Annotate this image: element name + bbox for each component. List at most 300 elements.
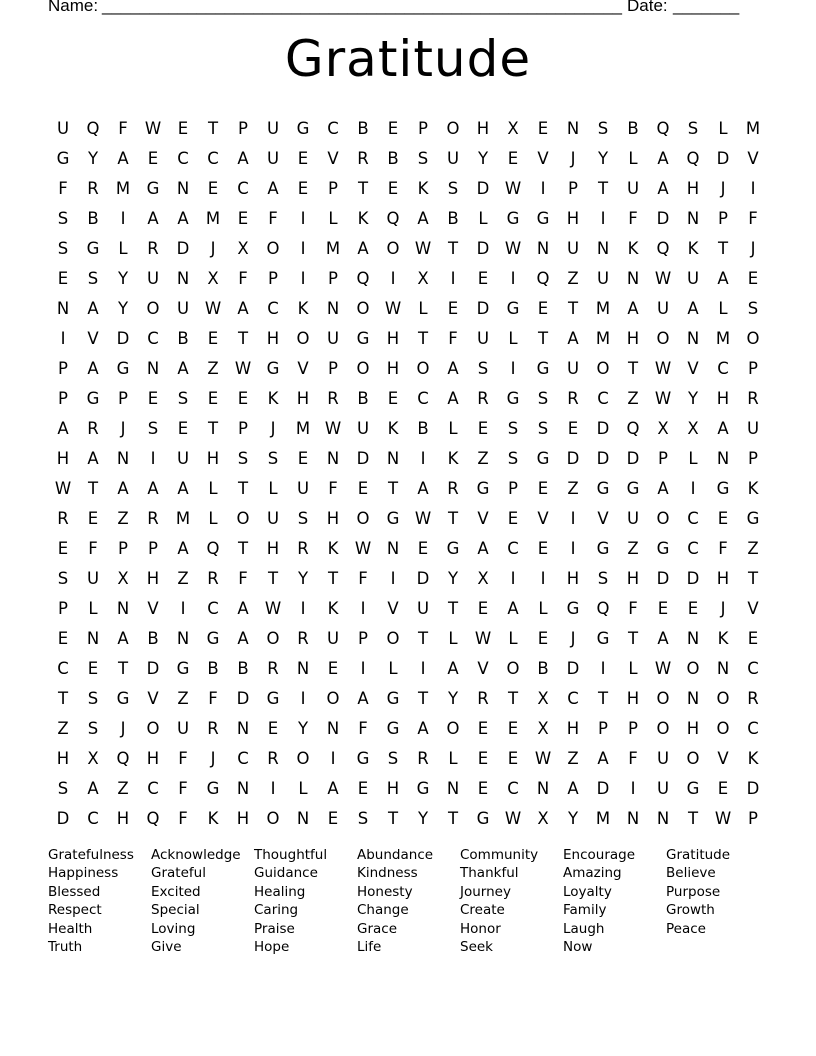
grid-letter[interactable]: B [147,629,159,648]
grid-letter[interactable]: S [147,419,159,438]
grid-letter[interactable]: G [506,389,520,408]
grid-letter[interactable]: V [147,689,159,708]
grid-letter[interactable]: J [210,749,216,768]
grid-letter[interactable]: R [147,239,159,258]
grid-letter[interactable]: Z [567,749,579,768]
grid-letter[interactable]: S [387,749,399,768]
grid-letter[interactable]: A [417,719,429,738]
grid-letter[interactable]: I [300,269,306,288]
grid-letter[interactable]: D [416,569,430,588]
grid-letter[interactable]: I [300,599,306,618]
grid-letter[interactable]: R [297,539,309,558]
grid-letter[interactable]: I [120,209,126,228]
grid-letter[interactable]: K [387,419,399,438]
grid-letter[interactable]: D [746,779,760,798]
grid-letter[interactable]: T [207,419,219,438]
grid-letter[interactable]: Q [596,599,610,618]
grid-letter[interactable]: H [116,809,130,828]
grid-letter[interactable]: X [117,569,129,588]
grid-letter[interactable]: E [297,179,309,198]
grid-letter[interactable]: O [266,809,280,828]
grid-letter[interactable]: F [268,209,278,228]
grid-letter[interactable]: W [474,629,492,648]
grid-letter[interactable]: R [477,689,489,708]
grid-letter[interactable]: U [626,179,640,198]
grid-letter[interactable]: S [537,419,549,438]
grid-letter[interactable]: D [146,659,160,678]
grid-letter[interactable]: P [598,719,608,738]
grid-letter[interactable]: K [717,629,729,648]
grid-letter[interactable]: O [596,359,610,378]
grid-letter[interactable]: Y [117,269,129,288]
grid-letter[interactable]: L [268,479,278,498]
grid-letter[interactable]: N [296,809,310,828]
grid-letter[interactable]: A [147,209,159,228]
grid-letter[interactable]: Y [417,809,429,828]
grid-letter[interactable]: W [534,749,552,768]
grid-letter[interactable]: F [118,119,128,138]
grid-letter[interactable]: Q [626,419,640,438]
grid-letter[interactable]: H [566,569,580,588]
grid-letter[interactable]: G [176,659,190,678]
grid-letter[interactable]: F [178,749,188,768]
grid-letter[interactable]: S [417,149,429,168]
grid-letter[interactable]: O [446,719,460,738]
grid-letter[interactable]: P [238,419,248,438]
grid-letter[interactable]: I [360,599,366,618]
grid-letter[interactable]: C [507,539,519,558]
grid-letter[interactable]: A [357,239,369,258]
grid-letter[interactable]: M [295,419,311,438]
grid-letter[interactable]: A [117,149,129,168]
grid-letter[interactable]: G [146,179,160,198]
grid-letter[interactable]: H [716,569,730,588]
grid-letter[interactable]: H [266,539,280,558]
grid-letter[interactable]: L [298,779,308,798]
grid-letter[interactable]: X [207,269,219,288]
grid-letter[interactable]: I [360,659,366,678]
grid-letter[interactable]: E [537,299,549,318]
grid-letter[interactable]: Z [627,539,639,558]
grid-letter[interactable]: G [536,359,550,378]
grid-letter[interactable]: P [418,119,428,138]
grid-letter[interactable]: T [537,329,549,348]
grid-letter[interactable]: J [270,419,276,438]
grid-letter[interactable]: N [176,629,190,648]
grid-letter[interactable]: O [356,509,370,528]
grid-letter[interactable]: H [626,569,640,588]
grid-letter[interactable]: W [144,119,162,138]
grid-letter[interactable]: N [536,779,550,798]
grid-letter[interactable]: O [146,299,160,318]
grid-letter[interactable]: P [268,269,278,288]
grid-letter[interactable]: I [600,659,606,678]
grid-letter[interactable]: N [656,809,670,828]
grid-letter[interactable]: H [236,809,250,828]
grid-letter[interactable]: A [567,329,579,348]
grid-letter[interactable]: O [416,359,430,378]
grid-letter[interactable]: V [327,149,339,168]
grid-letter[interactable]: G [356,329,370,348]
grid-letter[interactable]: G [536,449,550,468]
grid-letter[interactable]: V [717,749,729,768]
grid-letter[interactable]: H [686,719,700,738]
grid-letter[interactable]: C [747,719,759,738]
grid-letter[interactable]: R [207,569,219,588]
grid-letter[interactable]: R [567,389,579,408]
grid-letter[interactable]: I [570,509,576,528]
grid-letter[interactable]: T [627,629,639,648]
grid-letter[interactable]: M [595,299,611,318]
grid-letter[interactable]: A [117,479,129,498]
grid-letter[interactable]: A [237,599,249,618]
grid-letter[interactable]: T [357,179,369,198]
grid-letter[interactable]: O [266,629,280,648]
grid-letter[interactable]: L [628,659,638,678]
grid-letter[interactable]: G [596,479,610,498]
grid-letter[interactable]: A [717,419,729,438]
grid-letter[interactable]: L [508,629,518,648]
grid-letter[interactable]: S [87,269,99,288]
grid-letter[interactable]: O [656,719,670,738]
grid-letter[interactable]: A [237,149,249,168]
grid-letter[interactable]: H [146,749,160,768]
grid-letter[interactable]: L [478,209,488,228]
grid-letter[interactable]: F [358,569,368,588]
grid-letter[interactable]: S [177,389,189,408]
grid-letter[interactable]: N [686,689,700,708]
grid-letter[interactable]: X [87,749,99,768]
grid-letter[interactable]: F [628,209,638,228]
grid-letter[interactable]: A [657,149,669,168]
grid-letter[interactable]: T [447,599,459,618]
grid-letter[interactable]: J [120,719,126,738]
grid-letter[interactable]: N [686,329,700,348]
grid-letter[interactable]: V [687,359,699,378]
grid-letter[interactable]: R [87,419,99,438]
grid-letter[interactable]: E [507,749,519,768]
grid-letter[interactable]: E [387,179,399,198]
grid-letter[interactable]: P [748,809,758,828]
grid-letter[interactable]: G [86,239,100,258]
grid-letter[interactable]: A [147,479,159,498]
grid-letter[interactable]: E [447,299,459,318]
grid-letter[interactable]: A [237,629,249,648]
grid-letter[interactable]: E [57,629,69,648]
grid-letter[interactable]: T [447,239,459,258]
grid-letter[interactable]: R [747,389,759,408]
grid-letter[interactable]: G [296,119,310,138]
grid-letter[interactable]: V [147,599,159,618]
grid-letter[interactable]: N [536,239,550,258]
grid-letter[interactable]: X [537,689,549,708]
grid-letter[interactable]: H [626,689,640,708]
grid-letter[interactable]: A [87,449,99,468]
grid-letter[interactable]: E [747,269,759,288]
grid-letter[interactable]: J [570,149,576,168]
grid-letter[interactable]: G [356,749,370,768]
grid-letter[interactable]: P [748,359,758,378]
grid-letter[interactable]: L [388,659,398,678]
grid-letter[interactable]: Y [477,149,489,168]
grid-letter[interactable]: U [566,239,580,258]
grid-letter[interactable]: E [657,599,669,618]
grid-letter[interactable]: K [627,239,639,258]
grid-letter[interactable]: C [717,359,729,378]
grid-letter[interactable]: F [358,719,368,738]
grid-letter[interactable]: H [476,119,490,138]
grid-letter[interactable]: N [56,299,70,318]
grid-letter[interactable]: M [595,809,611,828]
grid-letter[interactable]: L [418,299,428,318]
grid-letter[interactable]: X [417,269,429,288]
grid-letter[interactable]: W [414,239,432,258]
grid-letter[interactable]: U [416,599,430,618]
grid-letter[interactable]: E [237,209,249,228]
grid-letter[interactable]: G [86,389,100,408]
grid-letter[interactable]: V [297,359,309,378]
grid-letter[interactable]: D [626,449,640,468]
grid-letter[interactable]: U [296,479,310,498]
grid-letter[interactable]: G [266,689,280,708]
grid-letter[interactable]: Q [686,149,700,168]
grid-letter[interactable]: M [115,179,131,198]
grid-letter[interactable]: E [507,509,519,528]
grid-letter[interactable]: S [267,449,279,468]
grid-letter[interactable]: L [628,149,638,168]
grid-letter[interactable]: U [56,119,70,138]
grid-letter[interactable]: O [296,749,310,768]
grid-letter[interactable]: O [716,719,730,738]
grid-letter[interactable]: I [300,689,306,708]
grid-letter[interactable]: V [537,509,549,528]
grid-letter[interactable]: B [87,209,99,228]
grid-letter[interactable]: Z [567,479,579,498]
grid-letter[interactable]: N [716,659,730,678]
grid-letter[interactable]: Q [386,209,400,228]
grid-letter[interactable]: H [206,449,220,468]
grid-letter[interactable]: N [86,629,100,648]
grid-letter[interactable]: D [596,779,610,798]
grid-letter[interactable]: I [510,359,516,378]
grid-letter[interactable]: U [686,269,700,288]
grid-letter[interactable]: A [447,389,459,408]
grid-letter[interactable]: T [687,809,699,828]
grid-letter[interactable]: D [236,689,250,708]
grid-letter[interactable]: O [266,239,280,258]
grid-letter[interactable]: P [718,209,728,228]
grid-letter[interactable]: E [87,509,99,528]
grid-letter[interactable]: L [688,449,698,468]
grid-letter[interactable]: R [87,179,99,198]
grid-letter[interactable]: P [118,539,128,558]
grid-letter[interactable]: T [627,359,639,378]
grid-letter[interactable]: C [87,809,99,828]
grid-letter[interactable]: U [176,719,190,738]
grid-letter[interactable]: A [507,599,519,618]
grid-letter[interactable]: Z [207,359,219,378]
grid-letter[interactable]: I [390,569,396,588]
grid-letter[interactable]: N [296,659,310,678]
grid-letter[interactable]: O [446,119,460,138]
grid-letter[interactable]: Y [447,569,459,588]
grid-letter[interactable]: L [718,119,728,138]
grid-letter[interactable]: T [447,809,459,828]
grid-letter[interactable]: O [656,689,670,708]
grid-letter[interactable]: X [477,569,489,588]
grid-letter[interactable]: D [116,329,130,348]
grid-letter[interactable]: W [714,809,732,828]
grid-letter[interactable]: T [567,299,579,318]
grid-letter[interactable]: K [447,449,459,468]
grid-letter[interactable]: V [747,149,759,168]
grid-letter[interactable]: G [116,689,130,708]
grid-letter[interactable]: A [237,299,249,318]
grid-letter[interactable]: N [176,179,190,198]
grid-letter[interactable]: O [236,509,250,528]
grid-letter[interactable]: W [204,299,222,318]
grid-letter[interactable]: T [267,569,279,588]
grid-letter[interactable]: E [327,659,339,678]
grid-letter[interactable]: I [570,539,576,558]
grid-letter[interactable]: K [747,749,759,768]
grid-letter[interactable]: M [715,329,731,348]
grid-letter[interactable]: E [537,479,549,498]
grid-letter[interactable]: R [447,479,459,498]
grid-letter[interactable]: X [537,809,549,828]
grid-letter[interactable]: Z [477,449,489,468]
grid-letter[interactable]: F [238,569,248,588]
grid-letter[interactable]: A [177,539,189,558]
grid-letter[interactable]: G [476,479,490,498]
grid-letter[interactable]: I [630,779,636,798]
grid-letter[interactable]: W [264,599,282,618]
grid-letter[interactable]: N [566,119,580,138]
grid-letter[interactable]: V [477,659,489,678]
grid-letter[interactable]: K [687,239,699,258]
grid-letter[interactable]: A [177,479,189,498]
grid-letter[interactable]: J [210,239,216,258]
grid-letter[interactable]: T [57,689,69,708]
grid-letter[interactable]: A [117,629,129,648]
grid-letter[interactable]: T [717,239,729,258]
grid-letter[interactable]: M [325,239,341,258]
grid-letter[interactable]: H [566,719,580,738]
grid-letter[interactable]: W [54,479,72,498]
grid-letter[interactable]: V [87,329,99,348]
grid-letter[interactable]: Y [297,569,309,588]
grid-letter[interactable]: R [747,689,759,708]
grid-letter[interactable]: Z [177,689,189,708]
grid-letter[interactable]: R [357,149,369,168]
grid-letter[interactable]: T [507,689,519,708]
grid-letter[interactable]: F [208,689,218,708]
grid-letter[interactable]: N [596,239,610,258]
grid-letter[interactable]: B [357,119,369,138]
grid-letter[interactable]: U [176,299,190,318]
grid-letter[interactable]: P [58,599,68,618]
grid-letter[interactable]: H [266,329,280,348]
grid-letter[interactable]: X [687,419,699,438]
grid-letter[interactable]: L [448,419,458,438]
grid-letter[interactable]: I [600,209,606,228]
grid-letter[interactable]: E [507,719,519,738]
grid-letter[interactable]: D [476,299,490,318]
grid-letter[interactable]: N [716,449,730,468]
grid-letter[interactable]: T [237,329,249,348]
grid-letter[interactable]: T [237,479,249,498]
grid-letter[interactable]: F [748,209,758,228]
grid-letter[interactable]: A [657,179,669,198]
grid-letter[interactable]: E [267,719,279,738]
grid-letter[interactable]: C [57,659,69,678]
grid-letter[interactable]: D [356,449,370,468]
grid-letter[interactable]: N [446,779,460,798]
grid-letter[interactable]: F [628,749,638,768]
grid-letter[interactable]: L [118,239,128,258]
grid-letter[interactable]: I [510,569,516,588]
grid-letter[interactable]: T [417,629,429,648]
grid-letter[interactable]: L [88,599,98,618]
grid-letter[interactable]: F [238,269,248,288]
grid-letter[interactable]: T [597,689,609,708]
grid-letter[interactable]: C [507,779,519,798]
grid-letter[interactable]: S [447,179,459,198]
grid-letter[interactable]: P [568,179,578,198]
grid-letter[interactable]: S [477,359,489,378]
grid-letter[interactable]: J [720,179,726,198]
grid-letter[interactable]: F [328,479,338,498]
name-blank-line[interactable]: _______________________________________________________ [102,0,623,15]
grid-letter[interactable]: B [627,119,639,138]
grid-letter[interactable]: S [357,809,369,828]
grid-letter[interactable]: J [570,629,576,648]
grid-letter[interactable]: N [116,599,130,618]
grid-letter[interactable]: D [716,149,730,168]
grid-letter[interactable]: D [596,449,610,468]
grid-letter[interactable]: B [357,389,369,408]
grid-letter[interactable]: D [56,809,70,828]
grid-letter[interactable]: R [477,389,489,408]
grid-letter[interactable]: A [567,779,579,798]
grid-letter[interactable]: Q [206,539,220,558]
grid-letter[interactable]: C [687,539,699,558]
grid-letter[interactable]: N [686,209,700,228]
grid-letter[interactable]: D [656,209,670,228]
grid-letter[interactable]: E [477,269,489,288]
grid-letter[interactable]: P [148,539,158,558]
grid-letter[interactable]: J [720,599,726,618]
grid-letter[interactable]: E [537,539,549,558]
grid-letter[interactable]: G [536,209,550,228]
grid-letter[interactable]: T [87,479,99,498]
grid-letter[interactable]: A [447,359,459,378]
grid-letter[interactable]: N [176,269,190,288]
grid-letter[interactable]: A [417,479,429,498]
grid-letter[interactable]: I [420,449,426,468]
grid-letter[interactable]: U [656,749,670,768]
grid-letter[interactable]: C [147,329,159,348]
grid-letter[interactable]: D [476,179,490,198]
grid-letter[interactable]: E [57,539,69,558]
grid-letter[interactable]: I [300,209,306,228]
grid-letter[interactable]: H [716,389,730,408]
grid-letter[interactable]: P [328,359,338,378]
grid-letter[interactable]: S [597,569,609,588]
grid-letter[interactable]: D [476,239,490,258]
grid-letter[interactable]: E [477,779,489,798]
grid-letter[interactable]: F [448,329,458,348]
